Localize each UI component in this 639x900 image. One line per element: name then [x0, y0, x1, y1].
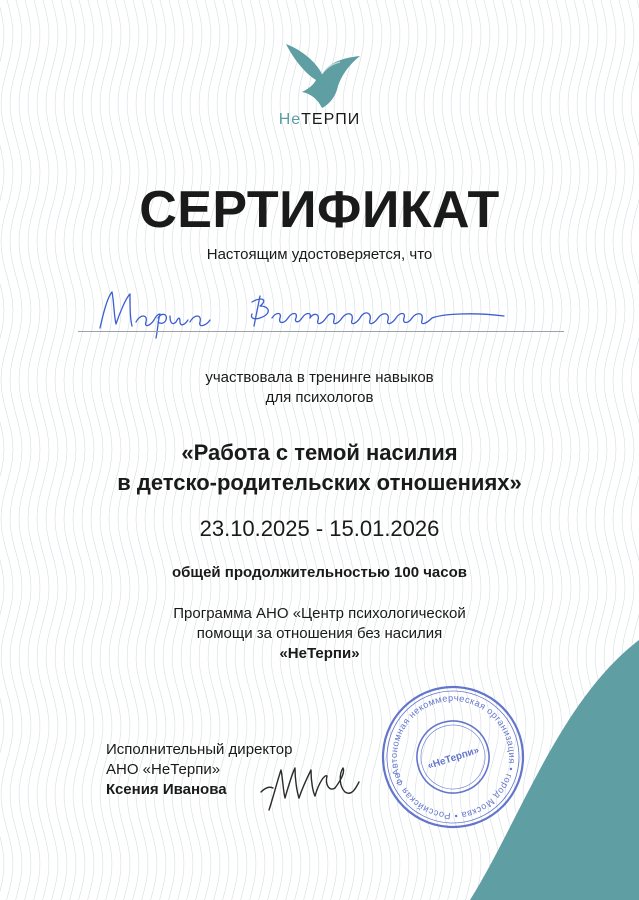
course-dates: 23.10.2025 - 15.01.2026	[199, 516, 440, 541]
program-line-2: помощи за отношения без насилия	[196, 625, 443, 642]
brand-prefix: Не	[278, 111, 302, 128]
certificate-subtitle: Настоящим удостоверяется, что	[206, 246, 433, 263]
director-position-line-2: АНО «НеТерпи»	[106, 761, 221, 778]
participation-line-1: участвовала в тренинге навыков	[205, 369, 434, 386]
course-duration: общей продолжительностью 100 часов	[171, 564, 468, 581]
director-name: Ксения Иванова	[106, 781, 227, 798]
program-text	[0, 604, 639, 664]
course-title-line-2: в детско-родительских отношениях»	[117, 470, 522, 495]
director-position-line-1: Исполнительный директор	[106, 741, 293, 758]
program-line-3: «НеТерпи»	[279, 645, 360, 662]
recipient-name-line	[78, 331, 564, 332]
course-title-line-1: «Работа с темой насилия	[181, 440, 458, 465]
director-signature	[255, 752, 365, 814]
program-line-1: Программа АНО «Центр психологической	[173, 605, 466, 622]
organization-stamp	[378, 682, 528, 832]
participation-line-2: для психологов	[265, 389, 374, 406]
stamp-center-text: «НеТерпи»	[426, 744, 481, 772]
participation-text	[0, 368, 639, 408]
brand-rest: ТЕРПИ	[301, 111, 361, 128]
course-title	[0, 438, 639, 498]
stamp-outer-text: Автономная некоммерческая организация • город Москва • Российская Федерация	[388, 692, 518, 822]
dove-logo-icon	[282, 40, 364, 110]
certificate-title: СЕРТИФИКАТ	[139, 181, 500, 239]
brand-name	[0, 111, 639, 129]
